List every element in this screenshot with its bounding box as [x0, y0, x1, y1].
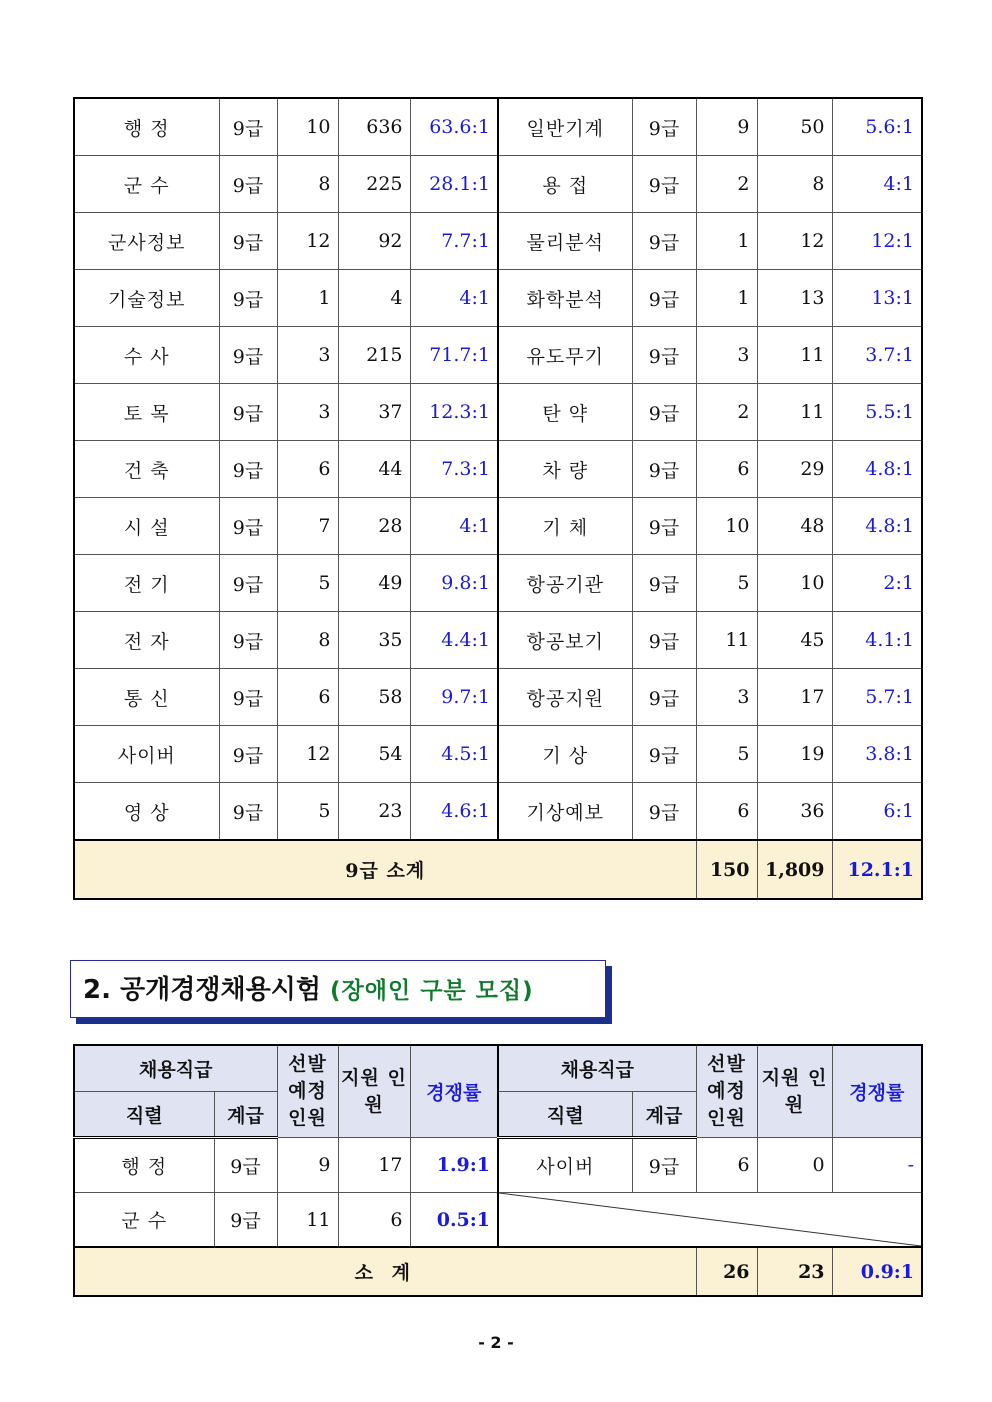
- header-grade: 계급: [214, 1092, 277, 1138]
- applicants-cell: 54: [338, 726, 410, 783]
- planned-cell: 6: [696, 1138, 757, 1193]
- series-name: 물리분석: [498, 213, 632, 270]
- grade-cell: 9급: [219, 270, 277, 327]
- header-planned: 선발 예정 인원: [277, 1045, 338, 1138]
- recruitment-table-9th-grade: [73, 97, 923, 900]
- applicants-cell: 44: [338, 441, 410, 498]
- table-row: [74, 1193, 922, 1248]
- series-name: 수 사: [74, 327, 219, 384]
- table-row: [74, 783, 922, 841]
- grade-cell: 9급: [632, 384, 696, 441]
- ratio-cell: 4.1:1: [832, 612, 922, 669]
- series-name: 항공기관: [498, 555, 632, 612]
- planned-cell: 2: [696, 384, 757, 441]
- ratio-cell: 5.6:1: [832, 98, 922, 156]
- ratio-cell: 0.5:1: [410, 1193, 498, 1248]
- ratio-cell: 13:1: [832, 270, 922, 327]
- applicants-cell: 28: [338, 498, 410, 555]
- series-name: 군 수: [74, 1193, 214, 1248]
- applicants-cell: 4: [338, 270, 410, 327]
- series-name: 기술정보: [74, 270, 219, 327]
- subtotal-label: 9급 소계: [74, 840, 696, 899]
- planned-cell: 3: [696, 327, 757, 384]
- subtotal-ratio: 12.1:1: [832, 840, 922, 899]
- ratio-cell: 12.3:1: [410, 384, 498, 441]
- applicants-cell: 17: [757, 669, 832, 726]
- planned-cell: 10: [277, 98, 338, 156]
- grade-cell: 9급: [219, 555, 277, 612]
- series-name: 사이버: [74, 726, 219, 783]
- header-group: 채용직급: [74, 1045, 277, 1092]
- series-name: 사이버: [498, 1138, 632, 1193]
- header-group: 채용직급: [498, 1045, 696, 1092]
- planned-cell: 6: [277, 669, 338, 726]
- ratio-cell: 1.9:1: [410, 1138, 498, 1193]
- table-row: [74, 327, 922, 384]
- grade-cell: 9급: [214, 1138, 277, 1193]
- planned-cell: 11: [696, 612, 757, 669]
- applicants-cell: 37: [338, 384, 410, 441]
- ratio-cell: 4:1: [410, 498, 498, 555]
- header-row: [74, 1045, 922, 1092]
- applicants-cell: 45: [757, 612, 832, 669]
- section-title: 2. 공개경쟁채용시험: [83, 975, 321, 1005]
- series-name: 토 목: [74, 384, 219, 441]
- header-planned: 선발 예정 인원: [696, 1045, 757, 1138]
- ratio-cell: 4.8:1: [832, 441, 922, 498]
- series-name: 화학분석: [498, 270, 632, 327]
- applicants-cell: 225: [338, 156, 410, 213]
- ratio-cell: 6:1: [832, 783, 922, 841]
- header-grade: 계급: [632, 1092, 696, 1138]
- grade-cell: 9급: [219, 98, 277, 156]
- grade-cell: 9급: [632, 498, 696, 555]
- series-name: 용 접: [498, 156, 632, 213]
- series-name: 탄 약: [498, 384, 632, 441]
- ratio-cell: 4.6:1: [410, 783, 498, 841]
- ratio-cell: 7.3:1: [410, 441, 498, 498]
- applicants-cell: 23: [338, 783, 410, 841]
- planned-cell: 7: [277, 498, 338, 555]
- grade-cell: 9급: [632, 441, 696, 498]
- series-name: 기 체: [498, 498, 632, 555]
- header-series: 직렬: [74, 1092, 214, 1138]
- ratio-cell: 4:1: [410, 270, 498, 327]
- applicants-cell: 11: [757, 384, 832, 441]
- grade-cell: 9급: [219, 384, 277, 441]
- ratio-cell: 3.8:1: [832, 726, 922, 783]
- table-row: [74, 441, 922, 498]
- series-name: 행 정: [74, 98, 219, 156]
- applicants-cell: 35: [338, 612, 410, 669]
- applicants-cell: 29: [757, 441, 832, 498]
- table-row: [74, 498, 922, 555]
- subtotal-label: 소 계: [74, 1247, 696, 1296]
- applicants-cell: 13: [757, 270, 832, 327]
- section-heading: [70, 960, 606, 1018]
- planned-cell: 12: [277, 213, 338, 270]
- ratio-cell: 4.4:1: [410, 612, 498, 669]
- grade-cell: 9급: [219, 726, 277, 783]
- planned-cell: 5: [696, 555, 757, 612]
- ratio-cell: 4:1: [832, 156, 922, 213]
- grade-cell: 9급: [214, 1193, 277, 1248]
- ratio-cell: 4.5:1: [410, 726, 498, 783]
- series-name: 차 량: [498, 441, 632, 498]
- header-ratio: 경쟁률: [832, 1045, 922, 1138]
- grade-cell: 9급: [632, 213, 696, 270]
- planned-cell: 5: [696, 726, 757, 783]
- applicants-cell: 6: [338, 1193, 410, 1248]
- planned-cell: 5: [277, 783, 338, 841]
- series-name: 전 자: [74, 612, 219, 669]
- diagonal-line: [499, 1193, 921, 1246]
- grade-cell: 9급: [632, 1138, 696, 1193]
- grade-cell: 9급: [632, 156, 696, 213]
- table-row: [74, 555, 922, 612]
- header-ratio: 경쟁률: [410, 1045, 498, 1138]
- planned-cell: 9: [277, 1138, 338, 1193]
- planned-cell: 3: [696, 669, 757, 726]
- grade-cell: 9급: [632, 783, 696, 841]
- ratio-cell: 9.7:1: [410, 669, 498, 726]
- series-name: 통 신: [74, 669, 219, 726]
- applicants-cell: 50: [757, 98, 832, 156]
- planned-cell: 1: [696, 270, 757, 327]
- planned-cell: 11: [277, 1193, 338, 1248]
- section-subtitle: (장애인 구분 모집): [330, 978, 534, 1004]
- series-name: 전 기: [74, 555, 219, 612]
- grade-cell: 9급: [219, 669, 277, 726]
- subtotal-planned: 26: [696, 1247, 757, 1296]
- applicants-cell: 49: [338, 555, 410, 612]
- planned-cell: 10: [696, 498, 757, 555]
- subtotal-applicants: 1,809: [757, 840, 832, 899]
- grade-cell: 9급: [632, 669, 696, 726]
- table-row: [74, 156, 922, 213]
- table-row: [74, 726, 922, 783]
- page-number: - 2 -: [478, 1333, 514, 1352]
- series-name: 일반기계: [498, 98, 632, 156]
- applicants-cell: 12: [757, 213, 832, 270]
- grade-cell: 9급: [219, 327, 277, 384]
- ratio-cell: 63.6:1: [410, 98, 498, 156]
- planned-cell: 2: [696, 156, 757, 213]
- series-name: 항공보기: [498, 612, 632, 669]
- series-name: 건 축: [74, 441, 219, 498]
- series-name: 군 수: [74, 156, 219, 213]
- applicants-cell: 8: [757, 156, 832, 213]
- ratio-cell: 5.7:1: [832, 669, 922, 726]
- grade-cell: 9급: [219, 612, 277, 669]
- grade-cell: 9급: [632, 555, 696, 612]
- subtotal-applicants: 23: [757, 1247, 832, 1296]
- ratio-cell: -: [832, 1138, 922, 1193]
- applicants-cell: 92: [338, 213, 410, 270]
- series-name: 유도무기: [498, 327, 632, 384]
- grade-cell: 9급: [219, 213, 277, 270]
- empty-cell-diagonal: [498, 1193, 922, 1248]
- table-row: [74, 98, 922, 156]
- table-row: [74, 213, 922, 270]
- table-row: [74, 612, 922, 669]
- ratio-cell: 3.7:1: [832, 327, 922, 384]
- subtotal-ratio: 0.9:1: [832, 1247, 922, 1296]
- grade-cell: 9급: [632, 612, 696, 669]
- grade-cell: 9급: [219, 498, 277, 555]
- series-name: 항공지원: [498, 669, 632, 726]
- series-name: 영 상: [74, 783, 219, 841]
- planned-cell: 6: [696, 441, 757, 498]
- ratio-cell: 71.7:1: [410, 327, 498, 384]
- planned-cell: 1: [696, 213, 757, 270]
- subtotal-row: [74, 840, 922, 899]
- table-body: [74, 98, 922, 899]
- table-row: [74, 384, 922, 441]
- planned-cell: 3: [277, 384, 338, 441]
- ratio-cell: 2:1: [832, 555, 922, 612]
- subtotal-planned: 150: [696, 840, 757, 899]
- grade-cell: 9급: [632, 726, 696, 783]
- planned-cell: 12: [277, 726, 338, 783]
- planned-cell: 1: [277, 270, 338, 327]
- applicants-cell: 0: [757, 1138, 832, 1193]
- table-body: [74, 1045, 922, 1296]
- subtotal-row: [74, 1247, 922, 1296]
- planned-cell: 6: [696, 783, 757, 841]
- applicants-cell: 215: [338, 327, 410, 384]
- grade-cell: 9급: [632, 98, 696, 156]
- planned-cell: 5: [277, 555, 338, 612]
- table-row: [74, 270, 922, 327]
- grade-cell: 9급: [219, 441, 277, 498]
- applicants-cell: 48: [757, 498, 832, 555]
- table-row: [74, 669, 922, 726]
- series-name: 군사정보: [74, 213, 219, 270]
- ratio-cell: 7.7:1: [410, 213, 498, 270]
- applicants-cell: 10: [757, 555, 832, 612]
- applicants-cell: 19: [757, 726, 832, 783]
- series-name: 시 설: [74, 498, 219, 555]
- applicants-cell: 36: [757, 783, 832, 841]
- ratio-cell: 28.1:1: [410, 156, 498, 213]
- series-name: 행 정: [74, 1138, 214, 1193]
- planned-cell: 8: [277, 612, 338, 669]
- planned-cell: 9: [696, 98, 757, 156]
- applicants-cell: 17: [338, 1138, 410, 1193]
- grade-cell: 9급: [219, 156, 277, 213]
- applicants-cell: 636: [338, 98, 410, 156]
- series-name: 기상예보: [498, 783, 632, 841]
- header-applicants: 지원 인원: [338, 1045, 410, 1138]
- applicants-cell: 58: [338, 669, 410, 726]
- series-name: 기 상: [498, 726, 632, 783]
- planned-cell: 8: [277, 156, 338, 213]
- applicants-cell: 11: [757, 327, 832, 384]
- grade-cell: 9급: [632, 270, 696, 327]
- header-series: 직렬: [498, 1092, 632, 1138]
- table-row: [74, 1138, 922, 1193]
- grade-cell: 9급: [632, 327, 696, 384]
- ratio-cell: 5.5:1: [832, 384, 922, 441]
- planned-cell: 3: [277, 327, 338, 384]
- grade-cell: 9급: [219, 783, 277, 841]
- ratio-cell: 12:1: [832, 213, 922, 270]
- planned-cell: 6: [277, 441, 338, 498]
- recruitment-table-disabled: [73, 1044, 923, 1297]
- header-applicants: 지원 인원: [757, 1045, 832, 1138]
- ratio-cell: 4.8:1: [832, 498, 922, 555]
- ratio-cell: 9.8:1: [410, 555, 498, 612]
